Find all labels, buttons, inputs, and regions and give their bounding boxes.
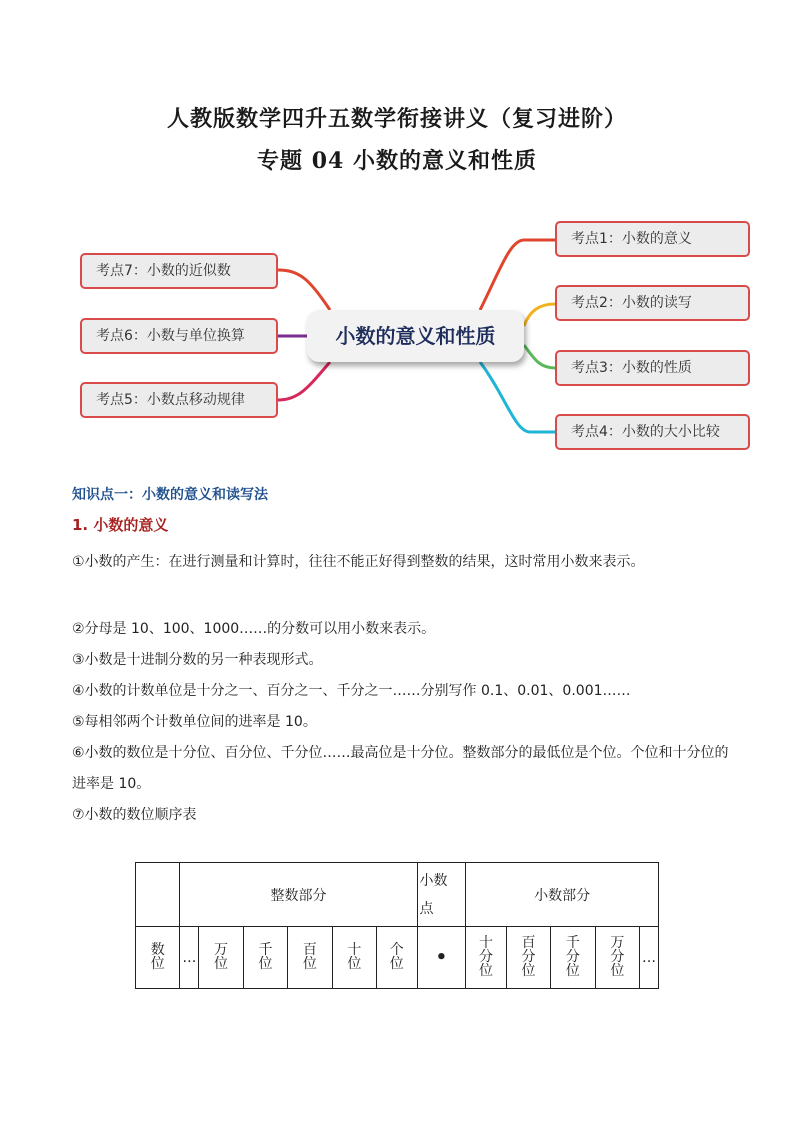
branch-line-5 (278, 270, 330, 310)
place-thousandths (551, 927, 595, 989)
topic-node-3: 考点3：小数的性质 (555, 350, 750, 386)
branch-line-7 (278, 362, 330, 400)
place-ten-thousandths-text: 万分位 (610, 935, 625, 979)
document-title: 人教版数学四升五数学衔接讲义（复习进阶） (166, 106, 627, 132)
document-subtitle: 专题 04 小数的意义和性质 (257, 148, 537, 174)
place-tenths-text: 十分位 (479, 935, 494, 979)
branch-line-4 (480, 362, 555, 432)
place-bai (288, 927, 332, 989)
place-bai-text: 百位 (302, 942, 317, 972)
place-hundredths (506, 927, 550, 989)
place-hundredths-text: 百分位 (521, 935, 536, 979)
branch-line-3 (524, 345, 555, 368)
branch-line-2 (524, 304, 555, 326)
integer-part-header: 整数部分 (180, 863, 417, 927)
place-shi-text: 十位 (347, 942, 362, 972)
decimal-point-cell: • (417, 927, 466, 989)
point-header (417, 863, 466, 927)
place-ten-thousandths (595, 927, 639, 989)
place-ge-text: 个位 (389, 942, 404, 972)
paragraph-5: ⑤每相邻两个计数单位间的进率是 10。 (72, 714, 317, 730)
row-label: 数位 (150, 942, 165, 972)
topic-node-1: 考点1：小数的意义 (555, 221, 750, 257)
mind-map-center: 小数的意义和性质 (307, 310, 524, 362)
section-heading: 知识点一：小数的意义和读写法 (72, 487, 268, 503)
ellipsis-right: … (640, 927, 659, 989)
place-shi (332, 927, 376, 989)
table-corner-cell (136, 863, 180, 927)
place-wan-text: 万位 (214, 942, 229, 972)
place-value-table (135, 862, 659, 989)
paragraph-4: ④小数的计数单位是十分之一、百分之一、千分之一……分别写作 0.1、0.01、0.001…… (72, 683, 631, 699)
place-wan (199, 927, 243, 989)
point-header-text: 小数点 (419, 872, 448, 917)
subsection-heading: 1. 小数的意义 (72, 516, 169, 534)
mind-map (0, 210, 794, 470)
decimal-part-header: 小数部分 (466, 863, 659, 927)
paragraph-3: ③小数是十进制分数的另一种表现形式。 (72, 652, 323, 668)
place-qian (243, 927, 287, 989)
paragraph-7: ⑦小数的数位顺序表 (72, 807, 197, 823)
branch-line-1 (480, 240, 555, 310)
topic-node-4: 考点4：小数的大小比较 (555, 414, 750, 450)
topic-node-2: 考点2：小数的读写 (555, 285, 750, 321)
topic-node-6: 考点6：小数与单位换算 (80, 318, 278, 354)
topic-node-7: 考点7：小数的近似数 (80, 253, 278, 289)
place-tenths (466, 927, 507, 989)
place-qian-text: 千位 (258, 942, 273, 972)
topic-node-5: 考点5：小数点移动规律 (80, 382, 278, 418)
paragraph-2: ②分母是 10、100、1000……的分数可以用小数来表示。 (72, 621, 436, 637)
ellipsis-left: … (180, 927, 199, 989)
row-label-cell (136, 927, 180, 989)
paragraph-1: ①小数的产生：在进行测量和计算时，往往不能正好得到整数的结果，这时常用小数来表示。 (72, 554, 645, 570)
paragraph-6: ⑥小数的数位是十分位、百分位、千分位……最高位是十分位。整数部分的最低位是个位。个位和十分位的进率是 10。 (72, 745, 729, 792)
place-ge (377, 927, 418, 989)
place-thousandths-text: 千分位 (565, 935, 580, 979)
